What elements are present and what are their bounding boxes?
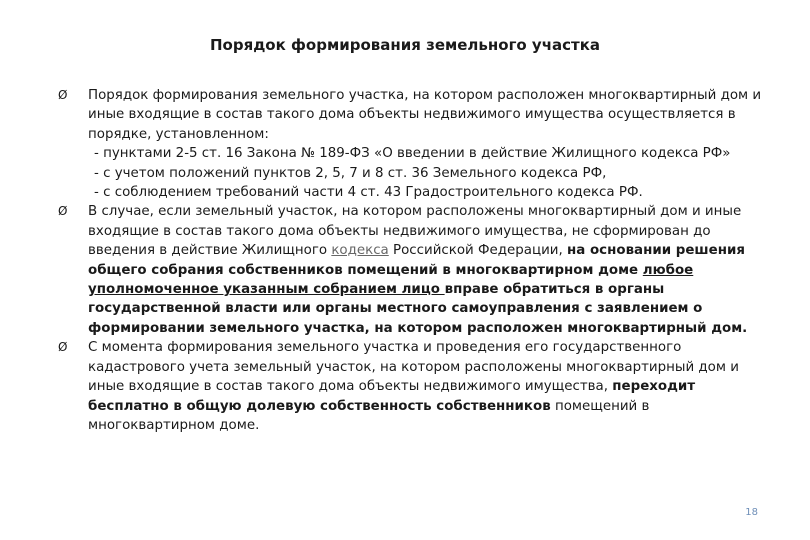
housing-code-link[interactable]: кодекса [331, 243, 389, 259]
bullet-item-3 [58, 338, 770, 435]
sub-item-1: - пунктами 2-5 ст. 16 Закона № 189-ФЗ «О введении в действие Жилищного кодекса РФ» [94, 146, 731, 162]
bullet-3-text: С момента формирования земельного участка и проведения его государственного кадастрового учета земельный участок, на котором расположены многоквартирный дом и иные входящие в состав такого дома объекты недвижимого имущества, [88, 340, 739, 395]
bullet-list [58, 86, 770, 435]
bullet-3-bold: переходит бесплатно в общую долевую собственность собственников [88, 379, 696, 414]
bullet-2-text: В случае, если земельный участок, на котором расположены многоквартирный дом и иные входящие в состав такого дома объекты недвижимого имущества, не сформирован до введения в действие Жилищного [88, 204, 742, 259]
bullet-item-1 [58, 86, 770, 202]
bullet-1-text: Порядок формирования земельного участка, на котором расположен многоквартирный дом и иные входящие в состав такого дома объекты недвижимого имущества осуществляется в порядке, установленном: [88, 88, 762, 142]
bullet-2-bold: на основании решения общего собрания собственников помещений в многоквартирном доме [88, 243, 745, 278]
arrow-bullet-icon: Ø [58, 340, 68, 355]
bullet-2-bold-end: вправе обратиться в органы государственной власти или органы местного самоуправления с заявлением о формировании земельного участка, на котором расположен многоквартирный дом. [88, 282, 748, 336]
bullet-2-text-cont: Российской Федерации, [388, 243, 568, 259]
sub-item-2: - с учетом положений пунктов 2, 5, 7 и 8 ст. 36 Земельного кодекса РФ, [94, 165, 607, 181]
bullet-2-bold-underlined: любое уполномоченное указанным собранием лицо [88, 262, 694, 298]
sub-item-3: - с соблюдением требований части 4 ст. 43 Градостроительного кодекса РФ. [94, 185, 643, 201]
sub-list [88, 144, 770, 202]
slide-title: Порядок формирования земельного участка [209, 36, 601, 54]
arrow-bullet-icon: Ø [58, 88, 68, 102]
bullet-3-text-end: помещений в многоквартирном доме. [88, 398, 650, 433]
page-number: 18 [745, 507, 758, 518]
arrow-bullet-icon: Ø [58, 204, 68, 219]
bullet-item-2 [58, 202, 770, 338]
